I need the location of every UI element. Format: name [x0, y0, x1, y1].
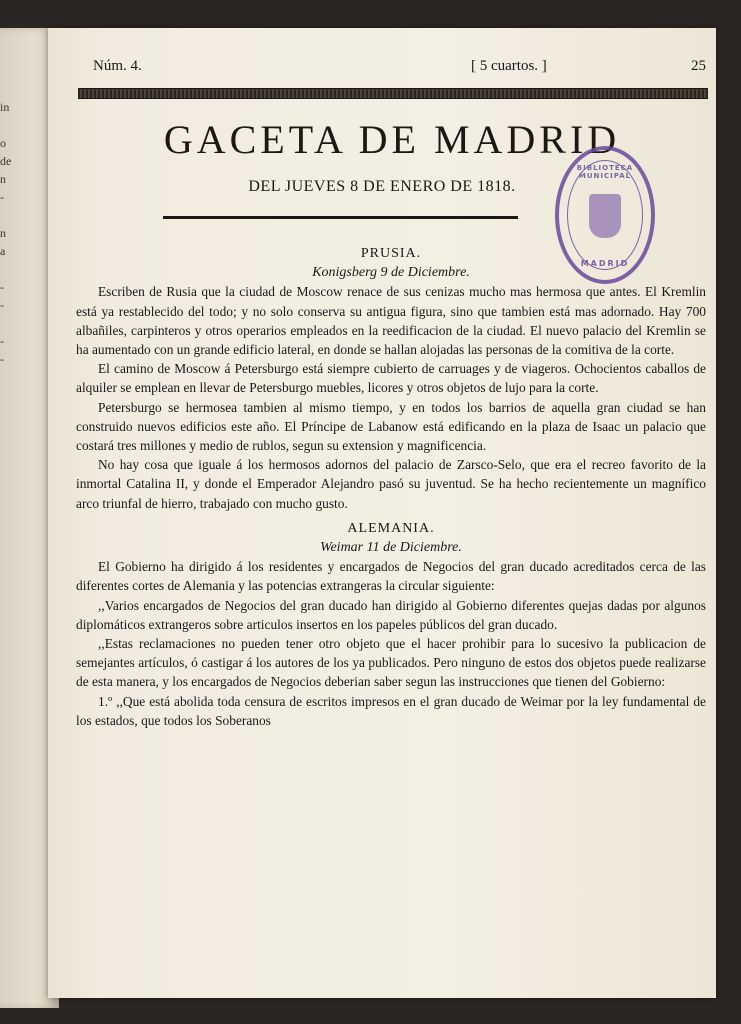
stamp-bottom-text: MADRID	[580, 259, 630, 268]
facing-page-text-fragments: in o de n - n a - - - -	[0, 100, 12, 366]
coat-of-arms-icon	[589, 194, 621, 238]
stamp-top-text: BIBLIOTECA MUNICIPAL	[576, 164, 634, 180]
issue-price: [ 5 cuartos. ]	[471, 58, 547, 74]
issue-date: DEL JUEVES 8 DE ENERO DE 1818.	[248, 178, 516, 195]
paragraph: 1.º ,,Que está abolida toda censura de escritos impresos en el gran ducado de Weimar por la ley fundamental de los estados, que todos los Soberanos	[76, 693, 706, 728]
page-number: 25	[691, 58, 706, 74]
paragraph: ,,Varios encargados de Negocios del gran ducado han dirigido al Gobierno diferentes quejas dadas por algunos diplomáticos extrangeros sobre articulos insertos en los papeles públicos del gran ducado.	[76, 597, 706, 632]
paragraph: El Gobierno ha dirigido á los residentes y encargados de Negocios del gran ducado acreditados cerca de las diferentes cortes de Alemania y las potencias extrangeras la circular siguiente:	[76, 559, 706, 594]
masthead-title: GACETA DE MADRID	[163, 117, 621, 162]
page-header	[93, 58, 706, 80]
article-alemania	[76, 519, 706, 730]
paragraph: ,,Estas reclamaciones no pueden tener otro objeto que el hacer prohibir para lo sucesivo la publicacion de semejantes artículos, ó castigar á los autores de los ya publicados. Pero ninguno de estos dos objetos puede realizarse de esta manera, y los encargados de Negocios deberian saber segun las instrucciones que tienen del Gobierno:	[76, 636, 706, 690]
paragraph: Petersburgo se hermosea tambien al mismo tiempo, y en todos los barrios de aquella gran ciudad se han construido nuevos edificios este año. El Príncipe de Labanow está edificando en la plaza de Isaac un palacio que costará tres millones y medio de rublos, segun su extension y magnificencia.	[76, 399, 706, 454]
article-dateline: Konigsberg 9 de Diciembre.	[312, 265, 470, 281]
paragraph: No hay cosa que iguale á los hermosos adornos del palacio de Zarsco-Selo, que era el recreo favorito de la inmortal Catalina II, y donde el Emperador Alejandro pasó su juventud. Se ha hecho recientemente un magnífico arco triunfal de hierro, trabajado con mucho gusto.	[76, 457, 706, 511]
paragraph: Escriben de Rusia que la ciudad de Moscow renace de sus cenizas mucho mas hermosa que antes. El Kremlin está ya restablecido del todo; y no solo conserva su antigua figura, sino que tambien está mas adornado. Hay 700 albañiles, carpinteros y otros operarios empleados en la reedificacion de la ciudad. El nuevo palacio del Kremlin se ha aumentado con un grande edificio lateral, en donde se hallan alojadas las personas de la comitiva de la corte.	[76, 284, 706, 358]
section-heading: PRUSIA.	[360, 246, 422, 261]
paragraph: El camino de Moscow á Petersburgo está siempre cubierto de carruages y de viageros. Ochocientos caballos de alquiler se emplean en llevar de Petersburgo muebles, licores y otros objetos de lujo para la corte.	[76, 361, 706, 396]
section-heading: ALEMANIA.	[347, 520, 435, 536]
issue-number: Núm. 4.	[93, 58, 142, 74]
article-dateline: Weimar 11 de Diciembre.	[320, 540, 462, 556]
article-prusia	[76, 244, 706, 513]
title-rule	[163, 216, 518, 219]
article-body	[76, 244, 706, 730]
newspaper-page	[48, 28, 716, 998]
ornamental-rule	[78, 88, 708, 99]
